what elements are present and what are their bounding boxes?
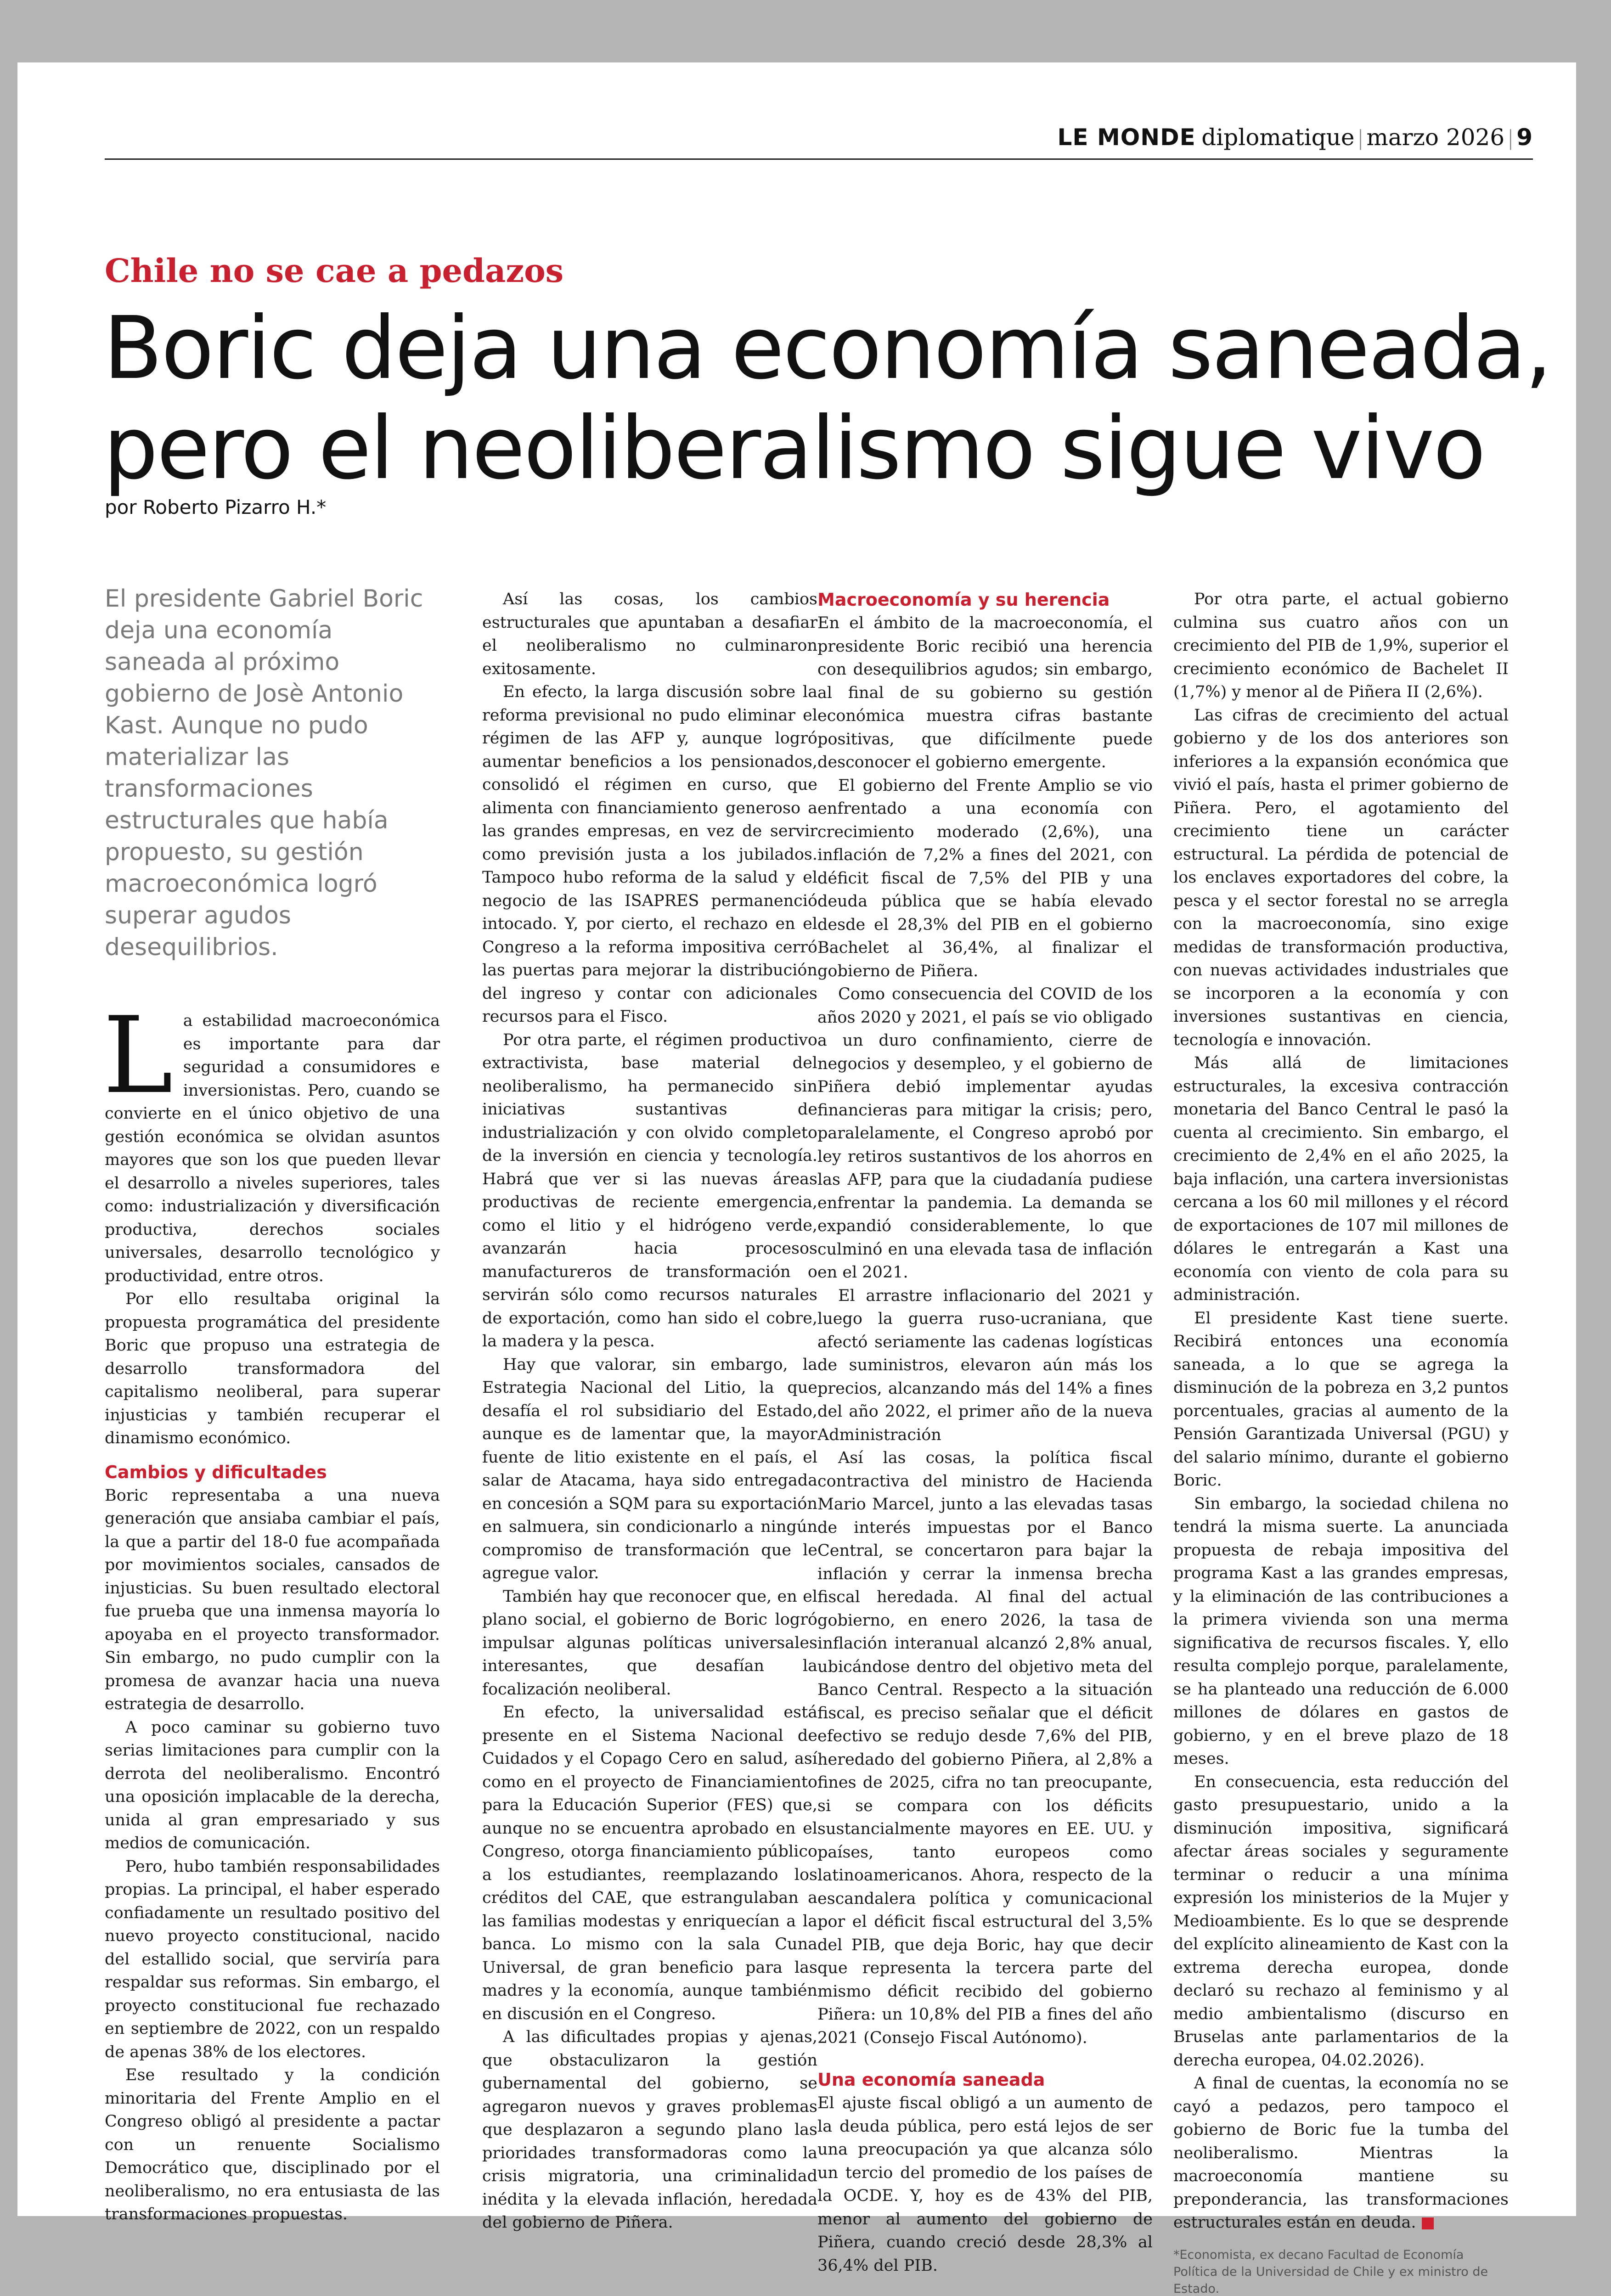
paragraph: En el ámbito de la macroeconomía, el presidente Boric recibió una herencia con desequilibrios agudos; sin embargo, al final de su gobierno su gestión económica muestra cifras bastante positivas, que difícilmente puede desconocer el gobierno emergente.	[817, 612, 1153, 774]
paragraph: A las dificultades propias y ajenas, que obstaculizaron la gestión gubernamental del gobierno, se agregaron nuevos y graves problemas que desplazaron a segundo plano las prioridades transformadoras como la crisis migratoria, una criminalidad inédita y la elevada inflación, heredada del gobierno de Piñera.	[482, 2026, 817, 2234]
paragraph: Hay que valorar, sin embargo, la Estrategia Nacional del Litio, la que desafía el rol subsidiario del Estado, aunque es de lamentar que, la mayor fuente de litio existente en el país, el salar de Atacama, haya sido entregada en concesión a SQM para su exportación en salmuera, sin condicionarlo a ningún compromiso de transformación que le agregue valor.	[482, 1353, 817, 1585]
paragraph: El presidente Kast tiene suerte. Recibirá entonces una economía saneada, a lo que se agrega la disminución de la pobreza en 3,2 puntos porcentuales, gracias al aumento de la Pensión Garantizada Universal (PGU) y del salario mínimo, durante el gobierno Boric.	[1173, 1307, 1509, 1492]
column-4	[1173, 588, 1509, 2296]
paragraph: El arrastre inflacionario del 2021 y luego la guerra ruso-ucraniana, que afectó seriamente las cadenas logísticas de suministros, elevaron aún más los precios, alcanzando más del 14% a fines del año 2022, el primer año de la nueva Administración	[817, 1284, 1153, 1447]
masthead: LE MONDE diplomatique | marzo 2026 | 9	[1058, 124, 1533, 151]
paragraph: Boric representaba a una nueva generación que ansiaba cambiar el país, la que a partir del 18-0 fue acompañada por movimientos sociales, cansados de injusticias. Su buen resultado electoral fue prueba que una inmensa mayoría lo apoyaba en el proyecto transformador. Sin embargo, no pudo cumplir con la promesa de avanzar hacia una nueva estrategia de desarrollo.	[105, 1484, 440, 1716]
lede: El presidente Gabriel Boric deja una economía saneada al próximo gobierno de Josè Antonio Kast. Aunque no pudo materializar las transformaciones estructurales que había propuesto, su gestión macroeconómica logró superar agudos desequilibrios.	[105, 583, 440, 963]
column-3	[817, 588, 1153, 2277]
header-rule	[105, 158, 1533, 160]
masthead-brand: LE MONDE	[1058, 124, 1196, 151]
section-heading: Macroeconomía y su herencia	[817, 588, 1153, 612]
author-footnote: *Economista, ex decano Facultad de Economía Política de la Universidad de Chile y ex ministro de Estado.	[1173, 2246, 1509, 2296]
section-heading: Una economía saneada	[817, 2068, 1153, 2092]
page-number: 9	[1516, 124, 1533, 151]
paragraph: A poco caminar su gobierno tuvo serias limitaciones para cumplir con la derrota del neoliberalismo. Encontró una oposición implacable de la derecha, unida al gran empresariado y sus medios de comunicación.	[105, 1716, 440, 1855]
paragraph: Ese resultado y la condición minoritaria del Frente Amplio en el Congreso obligó al presidente a pactar con un renuente Socialismo Democrático que, disciplinado por el neoliberalismo, no era entusiasta de las transformaciones propuestas.	[105, 2064, 440, 2226]
masthead-subbrand: diplomatique	[1201, 124, 1354, 151]
paragraph: Por ello resultaba original la propuesta programática del presidente Boric que propuso una estrategia de desarrollo transformadora del capitalismo neoliberal, para superar injusticias y también recuperar el dinamismo económico.	[105, 1288, 440, 1450]
section-heading: Cambios y dificultades	[105, 1460, 440, 1484]
column-2	[482, 588, 817, 2234]
paragraph: Pero, hubo también responsabilidades propias. La principal, el haber esperado confiadamente un resultado positivo del nuevo proyecto constitucional, nacido del estallido social, que serviría para respaldar sus reformas. Sin embargo, el proyecto constitucional fue rechazado en septiembre de 2022, con un respaldo de apenas 38% de los electores.	[105, 1855, 440, 2064]
paragraph: La estabilidad macroeconómica es importante para dar seguridad a consumidores e inversionistas. Pero, cuando se convierte en el único objetivo de una gestión económica se olvidan asuntos mayores que son los que pueden llevar el desarrollo a niveles superiores, tales como: industrialización y diversificación productiva, derechos sociales universales, desarrollo tecnológico y productividad, entre otros.	[105, 1009, 440, 1288]
paragraph: Más allá de limitaciones estructurales, la excesiva contracción monetaria del Banco Central le pasó la cuenta al crecimiento. Sin embargo, el crecimiento de 2,4% en el año 2025, la baja inflación, una cartera inversionistas cercana a los 60 mil millones y el récord de exportaciones de 107 mil millones de dólares le entregarán a Kast una economía con viento de cola para su administración.	[1173, 1052, 1509, 1307]
paragraph: El ajuste fiscal obligó a un aumento de la deuda pública, pero está lejos de ser una preocupación ya que alcanza sólo un tercio del promedio de los países de la OCDE. Y, hoy es de 43% del PIB, menor al aumento del gobierno de Piñera, cuando creció desde 28,3% al 36,4% del PIB.	[817, 2092, 1153, 2277]
byline: por Roberto Pizarro H.*	[105, 496, 326, 518]
paragraph: En efecto, la larga discusión sobre la reforma previsional no pudo eliminar el régimen de las AFP y, aunque logró aumentar beneficios a los pensionados, consolidó el régimen en curso, que alimenta con financiamiento generoso a las grandes empresas, en vez de servir como previsión justa a los jubilados. Tampoco hubo reforma de la salud y el negocio de las ISAPRES permanenció intocado. Y, por cierto, el rechazo en el Congreso a la reforma impositiva cerró las puertas para mejorar la distribución del ingreso y contar con adicionales recursos para el Fisco.	[482, 681, 817, 1029]
paragraph: El gobierno del Frente Amplio se vio enfrentado a una economía con crecimiento moderado (2,6%), una inflación de 7,2% a fines del 2021, con déficit fiscal de 7,5% del PIB y una deuda pública que se había elevado desde el 28,3% del PIB en el gobierno Bachelet al 36,4%, al finalizar el gobierno de Piñera.	[817, 774, 1153, 983]
paragraph: A final de cuentas, la economía no se cayó a pedazos, pero tampoco el gobierno de Boric fue la tumba del neoliberalismo. Mientras la macroeconomía mantiene su preponderancia, las transformaciones estructurales están en deuda.	[1173, 2072, 1509, 2234]
paragraph: Como consecuencia del COVID de los años 2020 y 2021, el país se vio obligado a un duro confinamiento, cierre de negocios y desempleo, y el gobierno de Piñera debió implementar ayudas financieras para mitigar la crisis; pero, paralelamente, el Congreso aprobó por ley retiros sustantivos de los ahorros en las AFP, para que la ciudadanía pudiese enfrentar la pandemia. La demanda se expandió considerablemente, lo que culminó en una elevada tasa de inflación en el 2021.	[817, 983, 1153, 1284]
column-1	[105, 583, 440, 2226]
headline-line-1: Boric deja una economía saneada,	[103, 298, 1527, 399]
drop-cap: L	[103, 1015, 173, 1097]
paragraph: Así las cosas, la política fiscal contractiva del ministro de Hacienda Mario Marcel, junto a las elevadas tasas de interés impuestas por el Banco Central, se concertaron para bajar la inflación y cerrar la inmensa brecha fiscal heredada. Al final del actual gobierno, en enero 2026, la tasa de inflación interanual alcanzó 2,8% anual, ubicándose dentro del objetivo meta del Banco Central. Respecto a la situación fiscal, es preciso señalar que el déficit efectivo se redujo desde 7,6% del PIB, heredado del gobierno Piñera, al 2,8% a fines de 2025, cifra no tan preocupante, si se compara con los déficits sustancialmente mayores en EE. UU. y países, tanto europeos como latinoamericanos. Ahora, respecto de la escandalera política y comunicacional por el déficit fiscal estructural del 3,5% del PIB, que deja Boric, hay que decir que representa la tercera parte del mismo déficit recibido del gobierno Piñera: un 10,8% del PIB a fines del año 2021 (Consejo Fiscal Autónomo).	[817, 1446, 1153, 2049]
paragraph: Las cifras de crecimiento del actual gobierno y de los dos anteriores son inferiores a la expansión económica que vivió el país, hasta el primer gobierno de Piñera. Pero, el agotamiento del crecimiento tiene un carácter estructural. La pérdida de potencial de los enclaves exportadores del cobre, la pesca y el sector forestal no se arregla con la macroeconomía, sino exige medidas de transformación productiva, con nuevas actividades industriales que se incorporen a la economía y con inversiones sustantivas en ciencia, tecnología e innovación.	[1173, 704, 1509, 1052]
paragraph: Así las cosas, los cambios estructurales que apuntaban a desafiar el neoliberalismo no culminaron exitosamente.	[482, 588, 817, 681]
paragraph: En efecto, la universalidad está presente en el Sistema Nacional de Cuidados y el Copago Cero en salud, así como en el proyecto de Financiamiento para la Educación Superior (FES) que, aunque no se encuentra aprobado en el Congreso, otorga financiamiento público a los estudiantes, reemplazando los créditos del CAE, que estrangulaban a las familias modestas y enriquecían a la banca. Lo mismo con la sala Cuna Universal, de gran beneficio para las madres y la economía, aunque también en discusión en el Congreso.	[482, 1701, 817, 2026]
kicker: Chile no se cae a pedazos	[105, 252, 563, 290]
paragraph: Sin embargo, la sociedad chilena no tendrá la misma suerte. La anunciada propuesta de rebaja impositiva del programa Kast a las grandes empresas, y la eliminación de las contribuciones a la primera vivienda son una merma significativa de recursos fiscales. Y, ello resulta complejo porque, paralelamente, se ha planteado una reducción de 6.000 millones de dólares en gastos de gobierno, y en el breve plazo de 18 meses.	[1173, 1492, 1509, 1771]
paragraph: También hay que reconocer que, en el plano social, el gobierno de Boric logró impulsar algunas políticas universales interesantes, que desafían la focalización neoliberal.	[482, 1585, 817, 1701]
paragraph: Por otra parte, el régimen productivo extractivista, base material del neoliberalismo, ha permanecido sin iniciativas sustantivas de industrialización y con olvido completo de la inversión en ciencia y tecnología. Habrá que ver si las nuevas áreas productivas de reciente emergencia, como el litio y el hidrógeno verde, avanzarán hacia procesos manufactureros de transformación o servirán sólo como recursos naturales de exportación, como han sido el cobre, la madera y la pesca.	[482, 1029, 817, 1353]
headline	[103, 298, 1527, 499]
paragraph: Por otra parte, el actual gobierno culmina sus cuatro años con un crecimiento del PIB de 1,9%, superior el crecimiento económico de Bachelet II (1,7%) y menor al de Piñera II (2,6%).	[1173, 588, 1509, 704]
headline-line-2: pero el neoliberalismo sigue vivo	[103, 399, 1527, 499]
end-mark-icon	[1422, 2217, 1434, 2229]
issue-date: marzo 2026	[1366, 124, 1504, 151]
paragraph: En consecuencia, esta reducción del gasto presupuestario, unido a la disminución impositiva, significará afectar áreas sociales y seguramente terminar o reducir a una mínima expresión los ministerios de la Mujer y Medioambiente. Es lo que se desprende del explícito alineamiento de Kast con la extrema derecha europea, donde declaró su rechazo al feminismo y al medio ambientalismo (discurso en Bruselas ante parlamentarios de la derecha europea, 04.02.2026).	[1173, 1771, 1509, 2072]
